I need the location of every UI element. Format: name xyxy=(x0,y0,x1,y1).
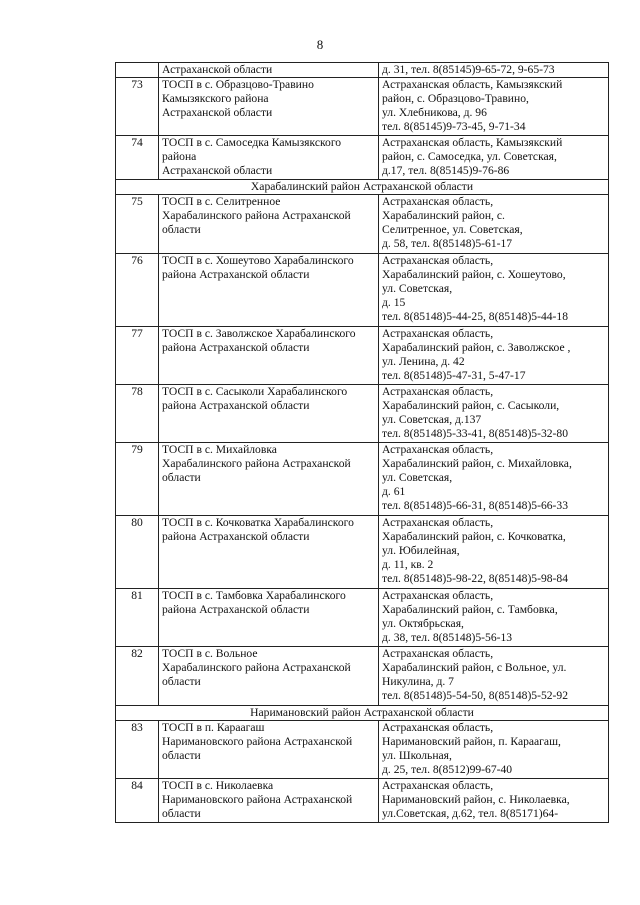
row-number: 81 xyxy=(116,589,159,647)
office-name: ТОСП в с. Михайловка Харабалинского района Астраханской области xyxy=(159,443,379,516)
office-address: Астраханская область, Харабалинский район, с. Михайловка, ул. Советская, д. 61 тел. 8(85148)5-66-31, 8(85148)5-66-33 xyxy=(379,443,609,516)
row-number: 73 xyxy=(116,78,159,136)
office-name: ТОСП в с. Самоседка Камызякского района Астраханской области xyxy=(159,136,379,180)
office-address: Астраханская область, Харабалинский район, с. Тамбовка, ул. Октябрьская, д. 38, тел. 8(85148)5-56-13 xyxy=(379,589,609,647)
table-row xyxy=(116,779,609,823)
row-number: 83 xyxy=(116,721,159,779)
table-row xyxy=(116,516,609,589)
office-address: Астраханская область, Харабалинский район, с Вольное, ул. Никулина, д. 7 тел. 8(85148)5-54-50, 8(85148)5-52-92 xyxy=(379,647,609,706)
table-row xyxy=(116,647,609,706)
district-name: Харабалинский район Астраханской области xyxy=(116,180,609,195)
office-address: Астраханская область, Камызякский район, с. Образцово-Травино, ул. Хлебникова, д. 96 тел. 8(85145)9-73-45, 9-71-34 xyxy=(379,78,609,136)
registry-table-body xyxy=(116,63,609,823)
office-address: Астраханская область, Харабалинский район, с. Селитренное, ул. Советская, д. 58, тел. 8(85148)5-61-17 xyxy=(379,195,609,254)
row-number: 82 xyxy=(116,647,159,706)
office-name: ТОСП в п. Караагаш Наримановского района Астраханской области xyxy=(159,721,379,779)
row-number xyxy=(116,63,159,78)
office-address: Астраханская область, Наримановский район, п. Караагаш, ул. Школьная, д. 25, тел. 8(8512)99-67-40 xyxy=(379,721,609,779)
table-row xyxy=(116,254,609,327)
office-address: Астраханская область, Наримановский район, с. Николаевка, ул.Советская, д.62, тел. 8(85171)64- xyxy=(379,779,609,823)
office-name: ТОСП в с. Вольное Харабалинского района Астраханской области xyxy=(159,647,379,706)
office-address: Астраханская область, Харабалинский район, с. Сасыколи, ул. Советская, д.137 тел. 8(85148)5-33-41, 8(85148)5-32-80 xyxy=(379,385,609,443)
row-number: 75 xyxy=(116,195,159,254)
office-name: Астраханской области xyxy=(159,63,379,78)
office-name: ТОСП в с. Сасыколи Харабалинского района Астраханской области xyxy=(159,385,379,443)
table-row xyxy=(116,136,609,180)
table-row xyxy=(116,385,609,443)
table-row xyxy=(116,721,609,779)
table-row xyxy=(116,78,609,136)
row-number: 78 xyxy=(116,385,159,443)
office-address: Астраханская область, Харабалинский район, с. Хошеутово, ул. Советская, д. 15 тел. 8(85148)5-44-25, 8(85148)5-44-18 xyxy=(379,254,609,327)
row-number: 74 xyxy=(116,136,159,180)
row-number: 76 xyxy=(116,254,159,327)
table-row xyxy=(116,443,609,516)
table-row xyxy=(116,63,609,78)
office-name: ТОСП в с. Образцово-Травино Камызякского района Астраханской области xyxy=(159,78,379,136)
office-address: д. 31, тел. 8(85145)9-65-72, 9-65-73 xyxy=(379,63,609,78)
table-row xyxy=(116,589,609,647)
office-name: ТОСП в с. Заволжское Харабалинского района Астраханской области xyxy=(159,327,379,385)
table-row xyxy=(116,327,609,385)
district-header-row xyxy=(116,706,609,721)
page-number: 8 xyxy=(316,37,324,52)
row-number: 79 xyxy=(116,443,159,516)
office-address: Астраханская область, Харабалинский район, с. Кочковатка, ул. Юбилейная, д. 11, кв. 2 тел. 8(85148)5-98-22, 8(85148)5-98-84 xyxy=(379,516,609,589)
office-name: ТОСП в с. Николаевка Наримановского района Астраханской области xyxy=(159,779,379,823)
row-number: 84 xyxy=(116,779,159,823)
registry-table xyxy=(115,62,609,823)
office-name: ТОСП в с. Кочковатка Харабалинского района Астраханской области xyxy=(159,516,379,589)
office-name: ТОСП в с. Тамбовка Харабалинского района Астраханской области xyxy=(159,589,379,647)
district-header-row xyxy=(116,180,609,195)
office-name: ТОСП в с. Хошеутово Харабалинского района Астраханской области xyxy=(159,254,379,327)
office-address: Астраханская область, Камызякский район, с. Самоседка, ул. Советская, д.17, тел. 8(85145)9-76-86 xyxy=(379,136,609,180)
row-number: 80 xyxy=(116,516,159,589)
office-name: ТОСП в с. Селитренное Харабалинского района Астраханской области xyxy=(159,195,379,254)
district-name: Наримановский район Астраханской области xyxy=(116,706,609,721)
office-address: Астраханская область, Харабалинский район, с. Заволжское , ул. Ленина, д. 42 тел. 8(85148)5-47-31, 5-47-17 xyxy=(379,327,609,385)
table-row xyxy=(116,195,609,254)
row-number: 77 xyxy=(116,327,159,385)
